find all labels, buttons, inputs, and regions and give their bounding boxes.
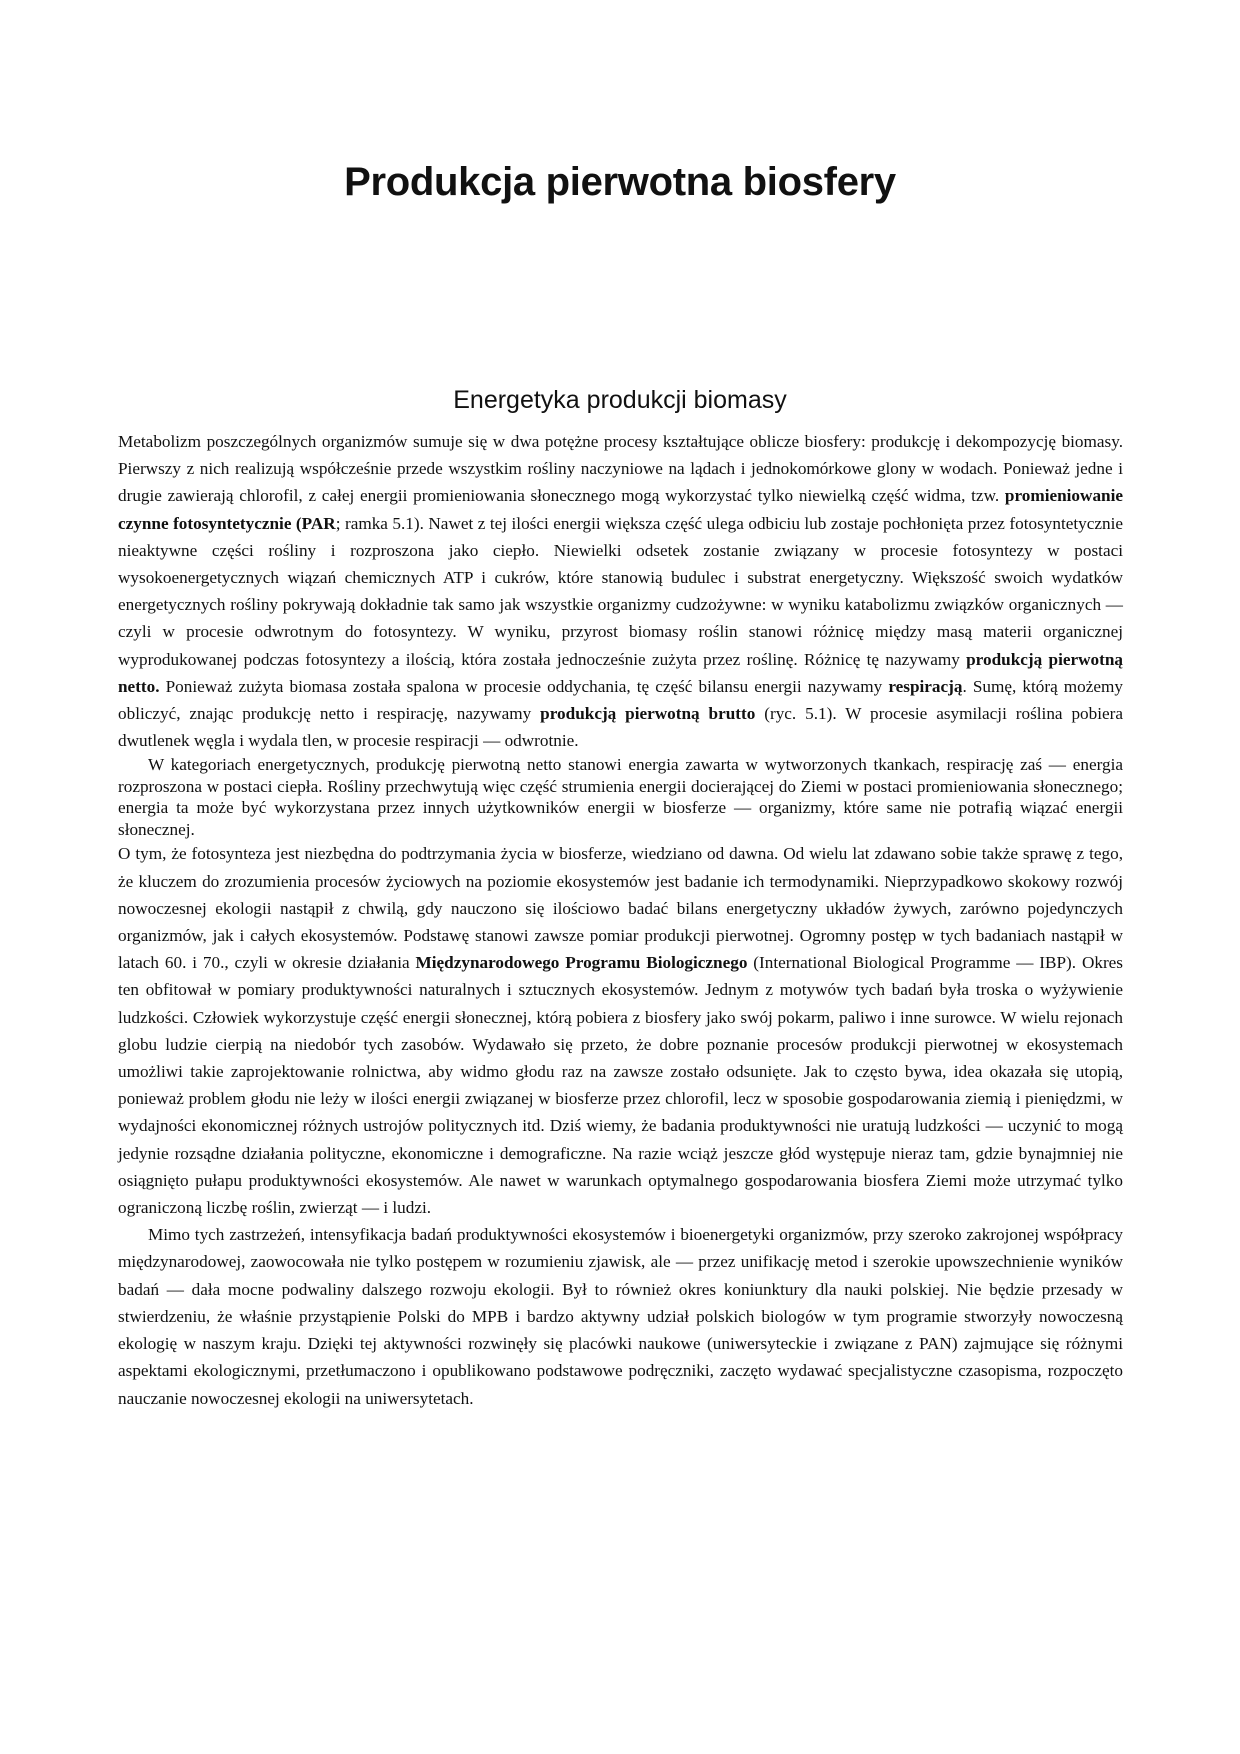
paragraph-3-text-2: (International Biological Programme — IBP). Okres ten obfitował w pomiary produktywności naturalnych i sztucznych ekosystemów. Jednym z motywów tych badań była troska o wyżywienie ludzkości. Człowiek wykorzystuje część energii słonecznej, którą pobiera z biosfery jako swój pokarm, paliwo i inne surowce. W wielu rejonach globu ludzie cierpią na niedobór tych zasobów. Wydawało się przeto, że dobre poznanie procesów produkcji pierwotnej w ekosystemach umożliwi takie zaprojektowanie rolnictwa, aby widmo głodu raz na zawsze zostało odsunięte. Jak to często bywa, idea okazała się utopią, ponieważ problem głodu nie leży w ilości energii związanej w biosferze przez chlorofil, lecz w sposobie gospodarowania ziemią i pieniędzmi, w wydajności ekonomicznej różnych ustrojów politycznych itd. Dziś wiemy, że badania produktywności nie uratują ludzkości — uczynić to mogą jedynie rozsądne działania polityczne, ekonomiczne i demograficzne. Na razie wciąż jeszcze głód występuje nieraz tam, gdzie bynajmniej nie osiągnięto pułapu produktywności ekosystemów. Ale nawet w warunkach optymalnego gospodarowania biosfera Ziemi może utrzymać tylko ograniczoną liczbę roślin, zwierząt — i ludzi. [118,953,1123,1218]
paragraph-1-text-3: Ponieważ zużyta biomasa została spalona w procesie oddychania, tę część bilansu energii nazywamy [159,676,889,696]
term-ibp: Międzynarodowego Programu Biologicznego [415,953,748,973]
term-net-primary-production: produkcją pierwotną netto. [118,649,1124,696]
term-par: promieniowanie czynne fotosyntetycznie (PAR [118,486,1123,533]
term-gross-primary-production: produkcją pierwotną brutto [540,704,756,724]
paragraph-1-text-5: (ryc. 5.1). W procesie asymilacji roślina pobiera dwutlenek węgla i wydala tlen, w procesie respiracji — odwrotnie. [118,704,1123,751]
document-title: Produkcja pierwotna biosfery [344,160,896,204]
paragraph-1-text-2: ; ramka 5.1). Nawet z tej ilości energii większa część ulega odbiciu lub zostaje pochłonięta przez fotosyntetycznie nieaktywne części rośliny i rozproszona jako ciepło. Niewielki odsetek zostanie związany w procesie fotosyntezy w postaci wysokoenergetycznych wiązań chemicznych ATP i cukrów, które stanowią budulec i substrat energetyczny. Większość swoich wydatków energetycznych rośliny pokrywają dokładnie tak samo jak wszystkie organizmy cudzożywne: w wyniku katabolizmu związków organicznych — czyli w procesie odwrotnym do fotosyntezy. W wyniku, przyrost biomasy roślin stanowi różnicę między masą materii organicznej wyprodukowanej podczas fotosyntezy a ilością, która została jednocześnie zużyta przez roślinę. Różnicę tę nazywamy [118,513,1124,669]
article-body [118,428,1123,1412]
paragraph-1 [118,428,1123,754]
paragraph-2: W kategoriach energetycznych, produkcję pierwotną netto stanowi energia zawarta w wytworzonych tkankach, respirację zaś — energia rozproszona w postaci ciepła. Rośliny przechwytują więc część strumienia energii docierającej do Ziemi w postaci promieniowania słonecznego; energia ta może być wykorzystana przez innych użytkowników energii w biosferze — organizmy, które same nie potrafią wiązać energii słonecznej. [118,755,1123,839]
paragraph-3 [118,840,1123,1221]
paragraph-1-text-4: . Sumę, którą możemy obliczyć, znając produkcję netto i respirację, nazywamy [118,676,1123,724]
paragraph-1-text-1: Metabolizm poszczególnych organizmów sumuje się w dwa potężne procesy kształtujące oblicze biosfery: produkcję i dekompozycję biomasy. Pierwszy z nich realizują współcześnie przede wszystkim rośliny naczyniowe na lądach i jednokomórkowe glony w wodach. Ponieważ jedne i drugie zawierają chlorofil, z całej energii promieniowania słonecznego mogą wykorzystać tylko niewielką część widma, tzw. [118,432,1123,506]
term-respiration: respiracją [888,676,963,696]
section-heading: Energetyka produkcji biomasy [453,386,787,414]
paragraph-3-text-1: O tym, że fotosynteza jest niezbędna do podtrzymania życia w biosferze, wiedziano od dawna. Od wielu lat zdawano sobie także sprawę z tego, że kluczem do zrozumienia procesów życiowych na poziomie ekosystemów jest badanie ich termodynamiki. Nieprzypadkowo skokowy rozwój nowoczesnej ekologii nastąpił z chwilą, gdy nauczono się ilościowo badać bilans energetyczny układów żywych, zarówno pojedynczych organizmów, jak i całych ekosystemów. Podstawę stanowi zawsze pomiar produkcji pierwotnej. Ogromny postęp w tych badaniach nastąpił w latach 60. i 70., czyli w okresie działania [118,844,1123,973]
paragraph-4: Mimo tych zastrzeżeń, intensyfikacja badań produktywności ekosystemów i bioenergetyki organizmów, przy szeroko zakrojonej współpracy międzynarodowej, zaowocowała nie tylko postępem w rozumieniu zjawisk, ale — przez unifikację metod i szerokie upowszechnienie wyników badań — dała mocne podwaliny dalszego rozwoju ekologii. Był to również okres koniunktury dla nauki polskiej. Nie będzie przesady w stwierdzeniu, że właśnie przystąpienie Polski do MPB i bardzo aktywny udział polskich biologów w tym programie stworzyły nowoczesną ekologię w naszym kraju. Dzięki tej aktywności rozwinęły się placówki naukowe (uniwersyteckie i związane z PAN) zajmujące się różnymi aspektami ekologicznymi, przetłumaczono i opublikowano podstawowe podręczniki, zaczęto wydawać specjalistyczne czasopisma, rozpoczęto nauczanie nowoczesnej ekologii na uniwersytetach. [118,1225,1123,1408]
